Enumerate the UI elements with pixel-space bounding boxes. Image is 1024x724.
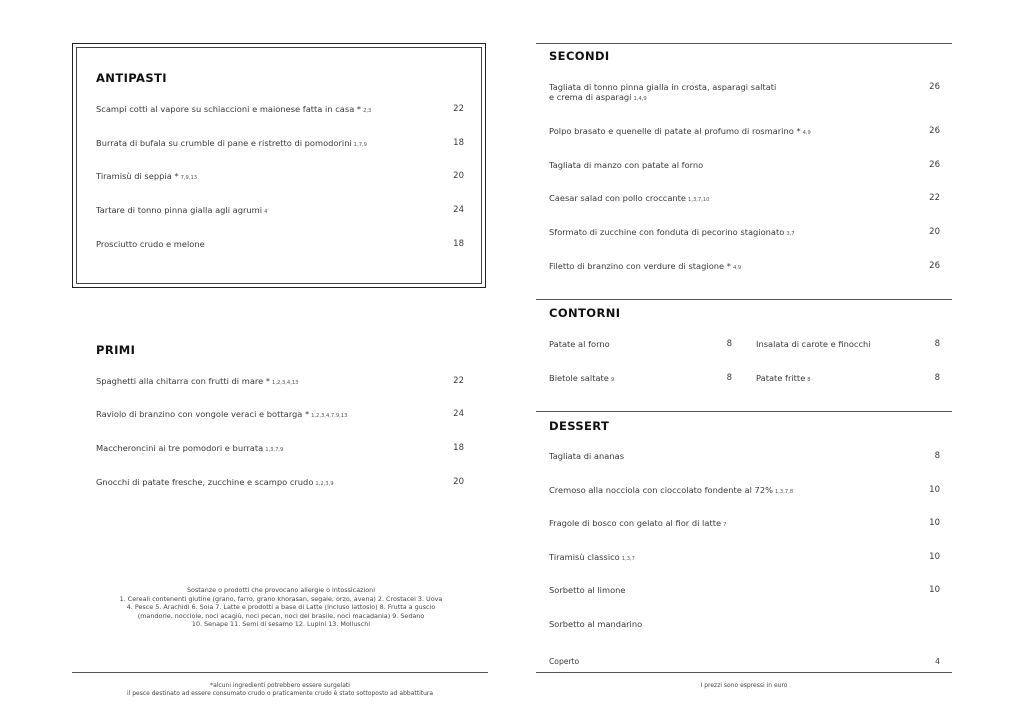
- secondi-item-4: Caesar salad con pollo croccante 1,3,7,10: [549, 193, 710, 203]
- primi-price-3: 18: [453, 443, 464, 453]
- coperto-label: Coperto: [549, 657, 580, 666]
- raw-fish-note: il pesce destinato ad essere consumato crudo o praticamente crudo è stato sottoposto ad abbattitura: [126, 690, 434, 697]
- secondi-price-3: 26: [929, 160, 940, 170]
- secondi-price-2: 26: [929, 126, 940, 136]
- secondi-item-5: Sformato di zucchine con fonduta di pecorino stagionato 3,7: [549, 227, 795, 237]
- antipasti-item-2: Burrata di bufala su crumble di pane e ristretto di pomodorini 1,7,9: [96, 138, 367, 148]
- dessert-item-3: Fragole di bosco con gelato al fior di latte 7: [549, 518, 727, 528]
- secondi-item-1: Tagliata di tonno pinna gialla in crosta, asparagi saltati e crema di asparagi 1,4,9: [549, 82, 777, 102]
- contorni-price-1: 8: [726, 339, 732, 349]
- contorni-item-4: Patate fritte 8: [756, 373, 811, 383]
- contorni-item-3: Bietole saltate 9: [549, 373, 615, 383]
- dessert-top-divider: [536, 411, 952, 412]
- contorni-price-3: 8: [726, 373, 732, 383]
- secondi-item-2: Polpo brasato e quenelle di patate al profumo di rosmarino * 4,9: [549, 126, 811, 136]
- antipasti-price-5: 18: [453, 239, 464, 249]
- secondi-price-6: 26: [929, 261, 940, 271]
- dessert-item-6: Sorbetto al mandarino: [549, 619, 643, 629]
- dessert-price-3: 10: [929, 518, 940, 528]
- dessert-price-5: 10: [929, 585, 940, 595]
- secondi-item-6: Filetto di branzino con verdure di stagione * 4,9: [549, 261, 742, 271]
- allergen-note-line: 10. Senape 11. Semi di sesamo 12. Lupini 13. Molluschi: [191, 620, 371, 629]
- left-footer-divider: [72, 672, 488, 673]
- dessert-item-2: Cremoso alla nocciola con cioccolato fondente al 72% 1,3,7,8: [549, 485, 794, 495]
- dessert-item-1: Tagliata di ananas: [549, 451, 625, 461]
- dessert-item-4: Tiramisù classico 1,3,7: [549, 552, 635, 562]
- antipasti-price-2: 18: [453, 138, 464, 148]
- contorni-item-1: Patate al forno: [549, 339, 610, 349]
- contorni-top-divider: [536, 299, 952, 300]
- primi-price-2: 24: [453, 409, 464, 419]
- secondi-price-4: 22: [929, 193, 940, 203]
- antipasti-price-1: 22: [453, 104, 464, 114]
- antipasti-price-3: 20: [453, 171, 464, 181]
- prices-in-euro-note: I prezzi sono espressi in euro: [700, 682, 788, 689]
- right-footer-divider: [536, 672, 952, 673]
- contorni-price-2: 8: [934, 339, 940, 349]
- allergen-note: [82, 586, 480, 629]
- contorni-item-2: Insalata di carote e finocchi: [756, 339, 871, 349]
- footer-left: [72, 682, 488, 698]
- dessert-price-1: 8: [934, 451, 940, 461]
- antipasti-title: ANTIPASTI: [96, 71, 167, 85]
- antipasti-item-1: Scampi cotti al vapore su schiaccioni e maionese fatta in casa * 2,3: [96, 104, 372, 114]
- primi-price-1: 22: [453, 376, 464, 386]
- coperto-price: 4: [935, 657, 940, 666]
- contorni-price-4: 8: [934, 373, 940, 383]
- secondi-top-divider: [536, 43, 952, 44]
- secondi-title: SECONDI: [549, 49, 610, 63]
- frozen-note: *alcuni ingredienti potrebbero essere surgelati: [210, 682, 350, 689]
- secondi-price-1: 26: [929, 82, 940, 92]
- dessert-price-2: 10: [929, 485, 940, 495]
- primi-item-4: Gnocchi di patate fresche, zucchine e scampo crudo 1,2,3,9: [96, 477, 334, 487]
- primi-item-3: Maccheroncini ai tre pomodori e burrata 1,3,7,9: [96, 443, 284, 453]
- contorni-title: CONTORNI: [549, 306, 621, 320]
- dessert-item-5: Sorbetto al limone: [549, 585, 626, 595]
- allergen-note-line: 4. Pesce 5. Arachidi 6. Soia 7. Latte e prodotti a base di Latte (incluso lattosio) 8. Frutta a guscio: [126, 603, 436, 612]
- primi-price-4: 20: [453, 477, 464, 487]
- antipasti-item-4: Tartare di tonno pinna gialla agli agrumi 4: [96, 205, 268, 215]
- dessert-price-4: 10: [929, 552, 940, 562]
- primi-title: PRIMI: [96, 343, 136, 357]
- primi-item-2: Raviolo di branzino con vongole veraci e bottarga * 1,2,3,4,7,9,13: [96, 409, 348, 419]
- antipasti-item-3: Tiramisù di seppia * 7,9,13: [96, 171, 198, 181]
- antipasti-price-4: 24: [453, 205, 464, 215]
- secondi-item-3: Tagliata di manzo con patate al forno: [549, 160, 704, 170]
- allergen-note-line: Sostanze o prodotti che provocano allergie o intossicazioni: [187, 586, 375, 594]
- allergen-note-line: 1. Cereali contenenti glutine (grano, farro, grano khorasan, segale, orzo, avena) 2. Crostacei 3. Uova: [119, 594, 443, 603]
- secondi-price-5: 20: [929, 227, 940, 237]
- dessert-title: DESSERT: [549, 419, 610, 433]
- antipasti-item-5: Prosciutto crudo e melone: [96, 239, 205, 249]
- primi-item-1: Spaghetti alla chitarra con frutti di mare * 1,2,3,4,13: [96, 376, 299, 386]
- allergen-note-line: (mandorle, nocciole, noci acagiù, noci pecan, noci del brasile, noci macadania) 9. Sedano: [137, 611, 425, 620]
